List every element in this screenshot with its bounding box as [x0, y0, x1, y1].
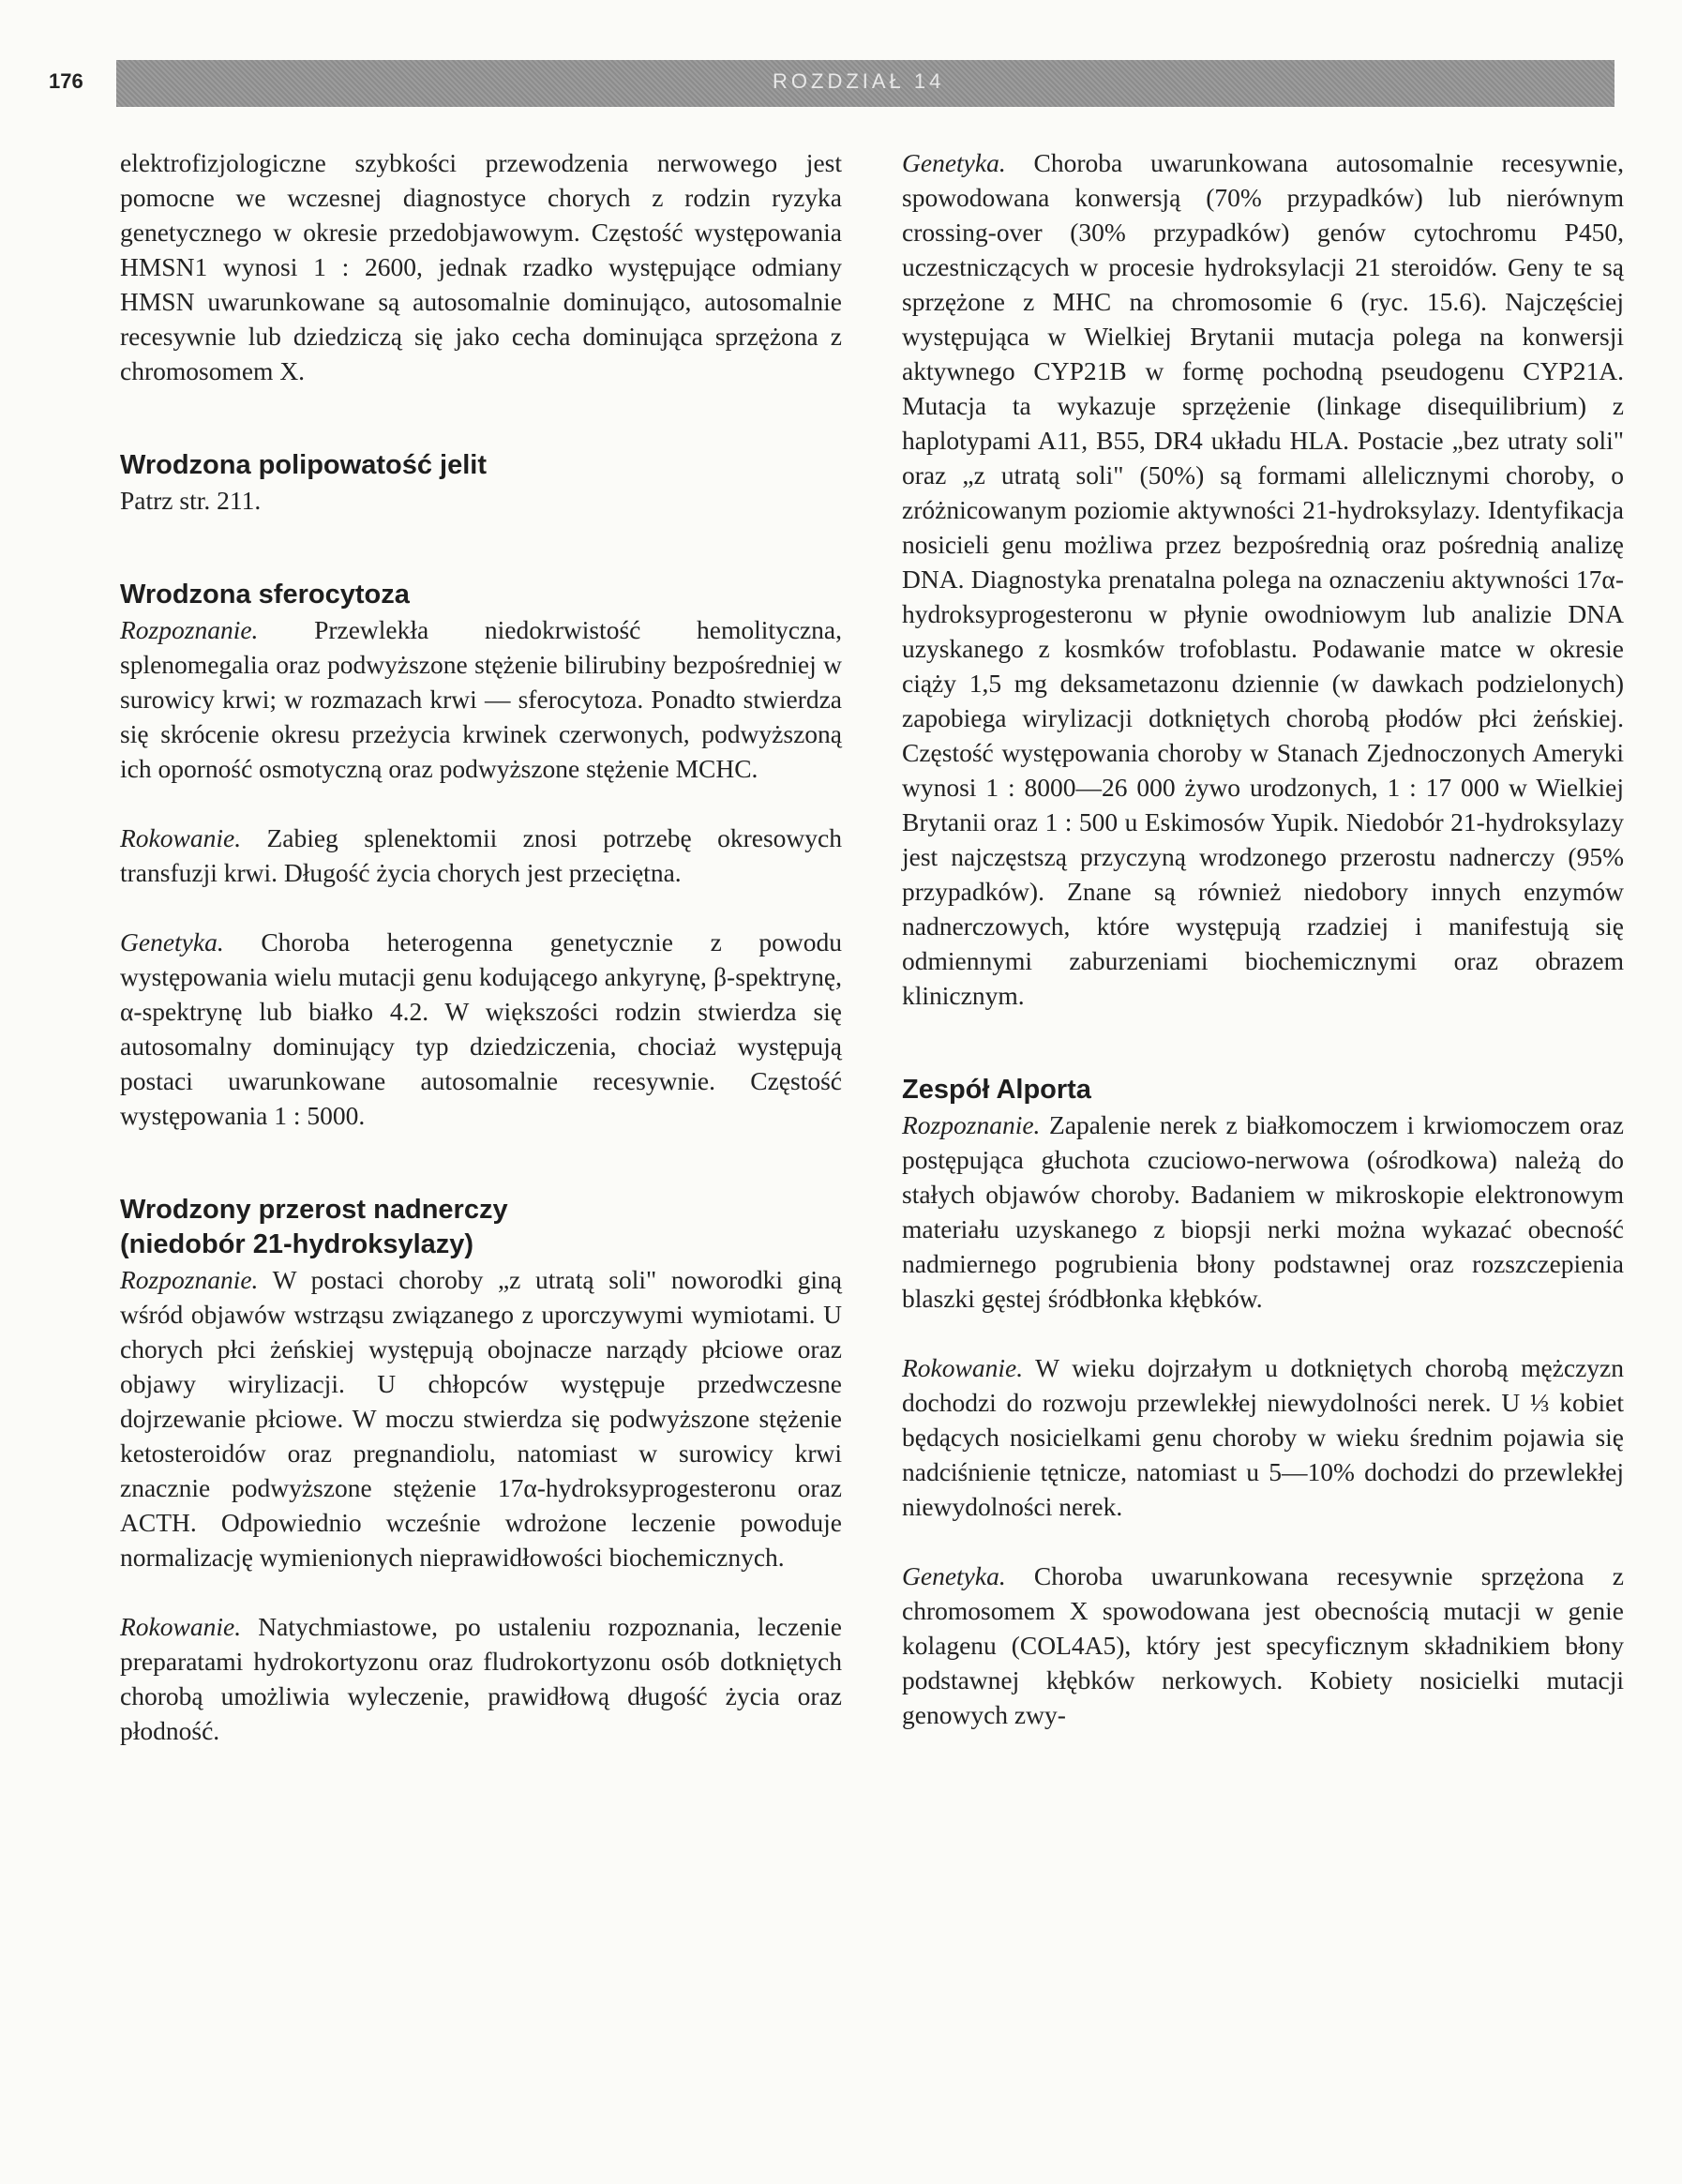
intro-paragraph: elektrofizjologiczne szybkości przewodzenia nerwowego jest pomocne we wczesnej diagnostyce chorych z rodzin ryzyka genetycznego w okresie przedobjawowym. Częstość występowania HMSN1 wynosi 1 : 2600, jednak rzadko występujące odmiany HMSN uwarunkowane są autosomalnie dominująco, autosomalnie recesywnie lub dziedziczą się jako cecha dominująca sprzężona z chromosomem X. — [120, 148, 842, 385]
lead-term: Rokowanie. — [902, 1353, 1024, 1382]
lead-term: Rozpoznanie. — [120, 1265, 259, 1294]
lead-term: Genetyka. — [902, 148, 1006, 177]
paragraph-diagnosis — [120, 1262, 842, 1574]
lead-term: Rozpoznanie. — [902, 1110, 1041, 1139]
paragraph-text: Zapalenie nerek z białkomoczem i krwiomoczem oraz postępująca głuchota czuciowo-nerwowa (ośrodkowa) należą do stałych objawów choroby. Badaniem w mikroskopie elektronowym materiału uzyskanego z biopsji nerki można wykazać obecność nadmiernego pogrubienia błony podstawnej oraz rozszczepienia blaszki gęstej śródbłonka kłębków. — [902, 1110, 1624, 1313]
chapter-label: ROZDZIAŁ 14 — [773, 69, 945, 93]
lead-term: Rokowanie. — [120, 1612, 242, 1641]
paragraph-genetics — [902, 1559, 1624, 1732]
paragraph-genetics — [120, 925, 842, 1133]
paragraph-text: Przewlekła niedokrwistość hemolityczna, splenomegalia oraz podwyższone stężenie bilirubiny bezpośredniej w surowicy krwi; w rozmazach krwi — sferocytoza. Ponadto stwierdza się skrócenie okresu przeżycia krwinek czerwonych, podwyższoną ich oporność osmotyczną oraz podwyższone stężenie MCHC. — [120, 615, 842, 783]
paragraph-text: W wieku dojrzałym u dotkniętych chorobą mężczyzn dochodzi do rozwoju przewlekłej niewydolności nerek. U ⅓ kobiet będących nosicielkami genu choroby w wieku średnim pojawia się nadciśnienie tętnicze, natomiast u 5—10% dochodzi do przewlekłej niewydolności nerek. — [902, 1353, 1624, 1521]
paragraph-text: Choroba heterogenna genetycznie z powodu występowania wielu mutacji genu kodującego ankyrynę, β-spektrynę, α-spektrynę lub białko 4.2. W większości rodzin stwierdza się autosomalny dominujący typ dziedziczenia, chociaż występują postaci uwarunkowane autosomalnie recesywnie. Częstość występowania 1 : 5000. — [120, 927, 842, 1130]
section-title: Wrodzona sferocytoza — [120, 580, 410, 610]
paragraph-text: W postaci choroby „z utratą soli" noworodki giną wśród objawów wstrząsu związanego z uporczywymi wymiotami. U chorych płci żeńskiej występują obojnacze narządy płciowe oraz objawy wirylizacji. U chłopców występuje przedwczesne dojrzewanie płciowe. W moczu stwierdza się podwyższone stężenie ketosteroidów oraz pregnandiolu, natomiast w surowicy krwi znacznie podwyższone stężenie 17α-hydroksyprogesteronu oraz ACTH. Odpowiednio wcześnie wdrożone leczenie powoduje normalizację wymienionych nieprawidłowości biochemicznych. — [120, 1265, 842, 1572]
paragraph-text: Choroba uwarunkowana recesywnie sprzężona z chromosomem X spowodowana jest obecnością mutacji w genie kolagenu (COL4A5), który jest specyficznym składnikiem błony podstawnej kłębków nerkowych. Kobiety nosicielki mutacji genowych zwy- — [902, 1561, 1624, 1729]
paragraph-text: Choroba uwarunkowana autosomalnie recesywnie, spowodowana konwersją (70% przypadków) lub nierównym crossing-over (30% przypadków) genów cytochromu P450, uczestniczących w procesie hydroksylacji 21 steroidów. Geny te są sprzężone z MHC na chromosomie 6 (ryc. 15.6). Najczęściej występująca w Wielkiej Brytanii mutacja polega na konwersji aktywnego CYP21B w formę pochodną pseudogenu CYP21A. Mutacja ta wykazuje sprzężenie (linkage disequilibrium) z haplotypami A11, B55, DR4 układu HLA. Postacie „bez utraty soli" oraz „z utratą soli" (50%) są formami allelicznymi choroby, o zróżnicowanym poziomie aktywności 21-hydroksylazy. Identyfikacja nosicieli genu możliwa przez bezpośrednią oraz pośrednią analizę DNA. Diagnostyka prenatalna polega na oznaczeniu aktywności 17α-hydroksyprogesteronu w płynie owodniowym lub analizie DNA uzyskanego z kosmków trofoblastu. Podawanie matce w okresie ciąży 1,5 mg deksametazonu dziennie (w dawkach podzielonych) zapobiega wirylizacji dotkniętych chorobą płodów płci żeńskiej. Częstość występowania choroby w Stanach Zjednoczonych Ameryki wynosi 1 : 8000—26 000 żywo urodzonych, 1 : 17 000 w Wielkiej Brytanii oraz 1 : 500 u Eskimosów Yupik. Niedobór 21-hydroksylazy jest najczęstszą przyczyną wrodzonego przerostu nadnerczy (95% przypadków). Znane są również niedobory innych enzymów nadnerczowych, które występują rzadziej i manifestują się odmiennymi zaburzeniami biochemicznymi oraz obrazem klinicznym. — [902, 148, 1624, 1010]
paragraph-diagnosis — [120, 612, 842, 786]
paragraph-text: Natychmiastowe, po ustaleniu rozpoznania, leczenie preparatami hydrokortyzonu oraz fludrokortyzonu osób dotkniętych chorobą umożliwia wyleczenie, prawidłową długość życia oraz płodność. — [120, 1612, 842, 1745]
section-spherocytosis — [120, 578, 842, 1133]
paragraph-prognosis — [902, 1350, 1624, 1524]
title-line: Wrodzony przerost nadnerczy — [120, 1195, 508, 1225]
section-cah — [120, 1193, 842, 1748]
section-title: Wrodzona polipowatość jelit — [120, 450, 487, 480]
right-column — [902, 145, 1624, 1732]
lead-term: Rokowanie. — [120, 823, 242, 852]
section-cah-genetics — [902, 145, 1624, 1013]
paragraph-diagnosis — [902, 1107, 1624, 1316]
paragraph-genetics — [902, 145, 1624, 1013]
paragraph-prognosis — [120, 821, 842, 890]
section-polyposis — [120, 448, 842, 518]
section-title — [120, 1193, 842, 1262]
chapter-header-bar — [116, 60, 1614, 107]
paragraph-text: Zabieg splenektomii znosi potrzebę okresowych transfuzji krwi. Długość życia chorych jest przeciętna. — [120, 823, 842, 887]
paragraph-prognosis — [120, 1609, 842, 1748]
lead-term: Genetyka. — [902, 1561, 1006, 1590]
paragraph: Patrz str. 211. — [120, 486, 262, 515]
page-number: 176 — [49, 69, 83, 93]
section-alport — [902, 1073, 1624, 1732]
lead-term: Genetyka. — [120, 927, 224, 956]
lead-term: Rozpoznanie. — [120, 615, 259, 644]
section-title: Zespół Alporta — [902, 1075, 1091, 1105]
intro-section — [120, 145, 842, 388]
title-line: (niedobór 21-hydroksylazy) — [120, 1229, 474, 1259]
left-column — [120, 145, 842, 1748]
